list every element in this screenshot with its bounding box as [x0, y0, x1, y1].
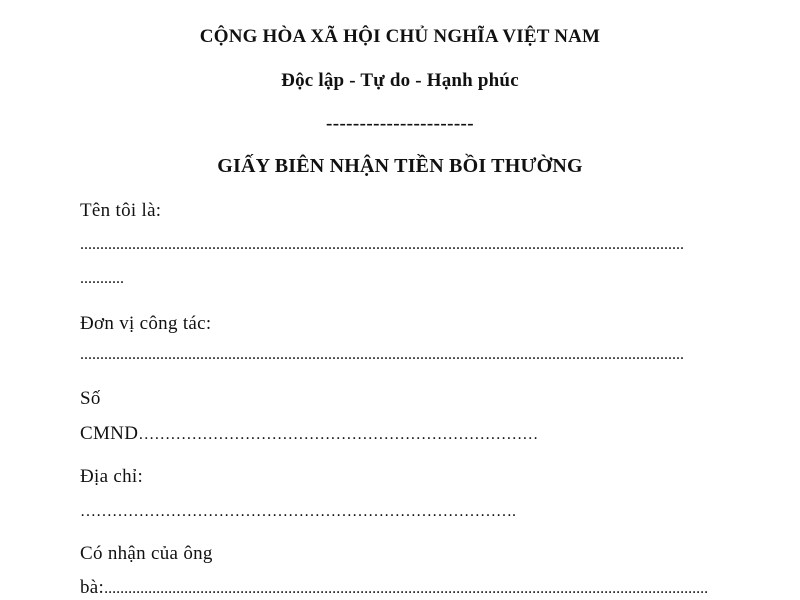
address-blank-line: ………………………………………………………………………. [80, 503, 516, 520]
id-label-line-1: Số [80, 388, 101, 409]
id-field-row [80, 423, 702, 445]
name-label: Tên tôi là: [80, 200, 162, 221]
name-blank-line-1: ....................................................................................................................................................... [80, 236, 684, 253]
document-title: GIẤY BIÊN NHẬN TIỀN BỒI THƯỜNG [217, 155, 583, 177]
nation-heading: CỘNG HÒA XÃ HỘI CHỦ NGHĨA VIỆT NAM [199, 26, 601, 47]
id-label-line-2: CMND [80, 423, 139, 444]
received-field-row [80, 577, 714, 599]
name-blank-line-2: ........... [80, 270, 124, 287]
unit-blank-line: ....................................................................................................................................................... [80, 346, 684, 363]
received-blank-line: ....................................................................................................................................................... [104, 580, 709, 597]
received-label-line-2: bà: [80, 577, 105, 598]
id-blank-line: ………………………………………………………………… [138, 426, 539, 443]
address-label: Địa chỉ: [80, 466, 144, 487]
header-separator: ---------------------- [326, 113, 474, 134]
unit-label: Đơn vị công tác: [80, 313, 212, 334]
motto-heading: Độc lập - Tự do - Hạnh phúc [281, 70, 519, 91]
received-label-line-1: Có nhận của ông [80, 543, 213, 564]
